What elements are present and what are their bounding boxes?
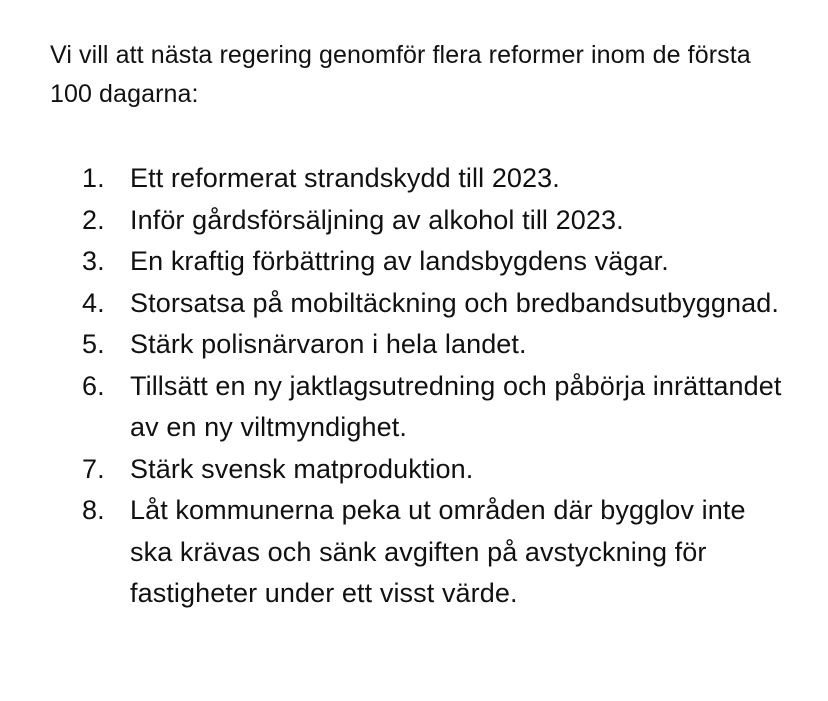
list-item — [50, 324, 790, 366]
intro-paragraph: Vi vill att nästa regering genomför flera reformer inom de första 100 dagarna: — [50, 41, 751, 108]
list-item — [50, 283, 790, 325]
list-item-text: En kraftig förbättring av landsbygdens vägar. — [130, 246, 669, 276]
list-item-number: 4. — [82, 287, 105, 318]
list-item-number: 5. — [82, 329, 105, 359]
list-item-text: Stärk svensk matproduktion. — [130, 453, 474, 484]
list-item-number: 6. — [82, 370, 105, 401]
list-item-text: Storsatsa på mobiltäckning och bredbandsutbyggnad. — [130, 287, 779, 318]
reform-list — [50, 158, 790, 615]
list-item-number: 1. — [82, 163, 105, 193]
list-item — [50, 158, 790, 200]
list-item — [50, 449, 790, 491]
list-item-number: 3. — [82, 246, 105, 276]
list-item-number: 8. — [82, 495, 105, 525]
list-item-text: Låt kommunerna peka ut områden där bygglov inte ska krävas och sänk avgiften på avstyckning för fastigheter under ett visst värde. — [130, 495, 746, 608]
list-item-text: Inför gårdsförsäljning av alkohol till 2023. — [130, 204, 624, 235]
list-item-text: Tillsätt en ny jaktlagsutredning och påbörja inrättandet av en ny viltmyndighet. — [130, 370, 782, 442]
list-item — [50, 490, 790, 615]
list-item — [50, 200, 790, 242]
document — [50, 36, 790, 615]
list-item-number: 7. — [82, 453, 105, 484]
list-item-text: Ett reformerat strandskydd till 2023. — [130, 163, 560, 193]
list-item — [50, 366, 790, 449]
list-item-number: 2. — [82, 204, 105, 235]
list-item-text: Stärk polisnärvaron i hela landet. — [130, 329, 527, 359]
list-item — [50, 241, 790, 283]
